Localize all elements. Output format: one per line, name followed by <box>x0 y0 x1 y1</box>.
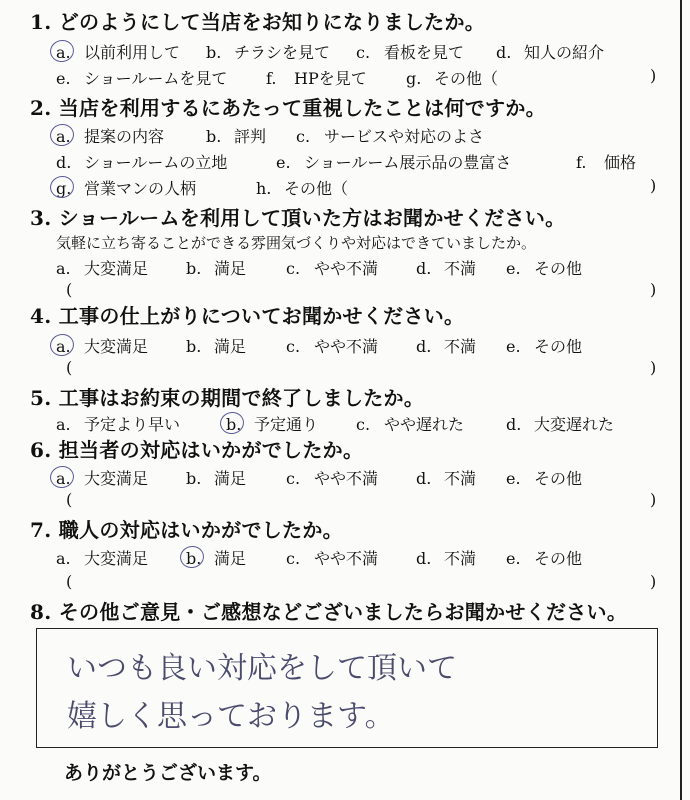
q6-option-a[interactable]: a. 大変満足 <box>56 469 149 488</box>
q4-option-c[interactable]: c. やや不満 <box>286 337 379 356</box>
q2-option-a[interactable]: a. 提案の内容 <box>56 127 165 146</box>
q3-option-a[interactable]: a. 大変満足 <box>56 259 149 278</box>
q3-option-e[interactable]: e. その他 <box>506 259 583 278</box>
q1-option-g[interactable]: g. その他（ <box>406 69 499 88</box>
q2-option-g[interactable]: g. 営業マンの人柄 <box>56 179 197 198</box>
q1-option-e[interactable]: e. ショールームを見て <box>56 69 228 88</box>
q6-option-d[interactable]: d. 不満 <box>416 469 477 488</box>
comment-box[interactable] <box>36 628 658 748</box>
q2-close-paren: ) <box>650 176 657 195</box>
q7-option-a[interactable]: a. 大変満足 <box>56 549 149 568</box>
handwritten-comment-line-2: 嬉しく思っております。 <box>67 699 395 734</box>
q1-option-f[interactable]: f. HPを見て <box>266 69 367 88</box>
q7-option-b[interactable]: b. 満足 <box>186 549 247 568</box>
q2-option-b[interactable]: b. 評判 <box>206 127 267 146</box>
q3-option-c[interactable]: c. やや不満 <box>286 259 379 278</box>
q3-close-paren: ) <box>650 280 657 299</box>
q3-open-paren: ( <box>66 280 73 299</box>
q3-option-b[interactable]: b. 満足 <box>186 259 247 278</box>
q5-option-a[interactable]: a. 予定より早い <box>56 415 181 434</box>
q4-option-d[interactable]: d. 不満 <box>416 337 477 356</box>
q5-option-c[interactable]: c. やや遅れた <box>356 415 465 434</box>
question-3-title: 3. ショールームを利用して頂いた方はお聞かせください。 <box>30 206 566 230</box>
question-6-title: 6. 担当者の対応はいかがでしたか。 <box>30 438 364 462</box>
q6-open-paren: ( <box>66 490 73 509</box>
q7-option-d[interactable]: d. 不満 <box>416 549 477 568</box>
q1-option-a[interactable]: a. 以前利用して <box>56 43 181 62</box>
q2-option-e[interactable]: e. ショールーム展示品の豊富さ <box>276 153 512 172</box>
question-8-title: 8. その他ご意見・ご感想などございましたらお聞かせください。 <box>30 600 628 624</box>
q1-option-b[interactable]: b. チラシを見て <box>206 43 331 62</box>
q4-close-paren: ) <box>650 358 657 377</box>
q1-close-paren: ) <box>650 66 657 85</box>
q2-option-f[interactable]: f. 価格 <box>576 153 637 172</box>
q6-option-b[interactable]: b. 満足 <box>186 469 247 488</box>
q5-option-d[interactable]: d. 大変遅れた <box>506 415 615 434</box>
q2-option-d[interactable]: d. ショールームの立地 <box>56 153 228 172</box>
q7-open-paren: ( <box>66 572 73 591</box>
q4-option-e[interactable]: e. その他 <box>506 337 583 356</box>
q4-option-a[interactable]: a. 大変満足 <box>56 337 149 356</box>
q2-option-c[interactable]: c. サービスや対応のよさ <box>296 127 485 146</box>
q5-option-b[interactable]: b. 予定通り <box>226 415 319 434</box>
question-4-title: 4. 工事の仕上がりについてお聞かせください。 <box>30 304 465 328</box>
q3-option-d[interactable]: d. 不満 <box>416 259 477 278</box>
q7-close-paren: ) <box>650 572 657 591</box>
q4-option-b[interactable]: b. 満足 <box>186 337 247 356</box>
q6-option-e[interactable]: e. その他 <box>506 469 583 488</box>
thank-you-text: ありがとうございます。 <box>64 762 272 784</box>
q1-option-d[interactable]: d. 知人の紹介 <box>496 43 605 62</box>
q6-close-paren: ) <box>650 490 657 509</box>
question-3-subtitle: 気軽に立ち寄ることができる雰囲気づくりや対応はできていましたか。 <box>56 234 537 252</box>
q7-option-c[interactable]: c. やや不満 <box>286 549 379 568</box>
q2-option-h[interactable]: h. その他（ <box>256 179 349 198</box>
question-1-title: 1. どのようにして当店をお知りになりましたか。 <box>30 10 486 34</box>
question-2-title: 2. 当店を利用するにあたって重視したことは何ですか。 <box>30 96 546 120</box>
q4-open-paren: ( <box>66 358 73 377</box>
question-7-title: 7. 職人の対応はいかがでしたか。 <box>30 518 343 542</box>
question-5-title: 5. 工事はお約束の期間で終了しましたか。 <box>30 386 425 410</box>
q1-option-c[interactable]: c. 看板を見て <box>356 43 465 62</box>
sheet-edge <box>680 0 682 800</box>
q7-option-e[interactable]: e. その他 <box>506 549 583 568</box>
handwritten-comment-line-1: いつも良い対応をして頂いて <box>67 651 457 686</box>
q6-option-c[interactable]: c. やや不満 <box>286 469 379 488</box>
